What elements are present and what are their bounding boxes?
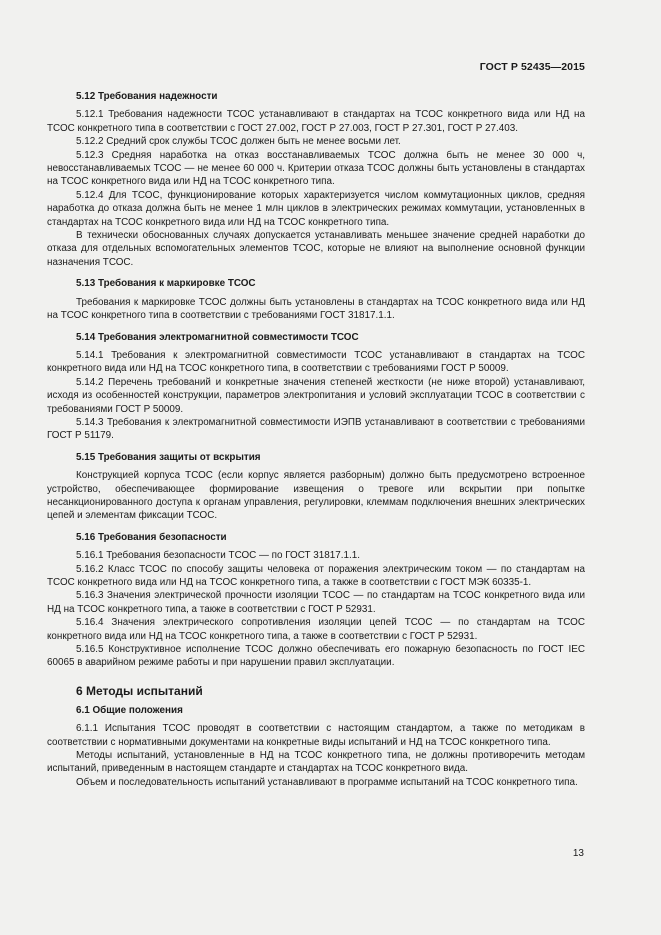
- paragraph-5-16-5: 5.16.5 Конструктивное исполнение ТСОС должно обеспечивать его пожарную безопасность по ГОСТ IEC 60065 в аварийном режиме работы и при нарушении правил эксплуатации.: [47, 644, 585, 669]
- document-id-header: ГОСТ Р 52435—2015: [479, 61, 585, 73]
- paragraph-5-12-3: 5.12.3 Средняя наработка на отказ восстанавливаемых ТСОС должна быть не менее 30 000 ч, невосстанавливаемых ТСОС — не менее 60 000 ч. Критерии отказа ТСОС должны быть установлены в стандартах на ТСОС конкретного вида или НД на ТСОС конкретного типа.: [47, 149, 585, 188]
- section-title-6: 6 Методы испытаний: [76, 683, 203, 698]
- paragraph-5-14-3: 5.14.3 Требования к электромагнитной совместимости ИЭПВ устанавливают в соответствии с требованиями ГОСТ Р 51179.: [47, 416, 585, 442]
- paragraph-5-16-4: 5.16.4 Значения электрического сопротивления изоляции цепей ТСОС — по стандартам на ТСОС конкретного вида или НД на ТСОС конкретного типа, а также в соответствии с ГОСТ Р 52931.: [47, 617, 585, 642]
- paragraph-5-16-1: 5.16.1 Требования безопасности ТСОС — по ГОСТ 31817.1.1.: [76, 550, 360, 562]
- paragraph-5-12-2: 5.12.2 Средний срок службы ТСОС должен быть не менее восьми лет.: [76, 136, 401, 148]
- section-title-5-15: 5.15 Требования защиты от вскрытия: [76, 451, 261, 463]
- paragraph-6-1-scope: Объем и последовательность испытаний устанавливают в программе испытаний на ТСОС конкретного типа.: [76, 776, 578, 788]
- paragraph-5-16-2: 5.16.2 Класс ТСОС по способу защиты человека от поражения электрическим током — по стандартам на ТСОС конкретного вида или НД на ТСОС конкретного типа, а также в соответствии с ГОСТ МЭК 60335-1.: [47, 563, 585, 588]
- section-title-5-14: 5.14 Требования электромагнитной совместимости ТСОС: [76, 331, 359, 343]
- paragraph-5-16-3: 5.16.3 Значения электрической прочности изоляции ТСОС — по стандартам на ТСОС конкретного вида или НД на ТСОС конкретного типа, а также в соответствии с ГОСТ Р 52931.: [47, 590, 585, 615]
- paragraph-5-14-1: 5.14.1 Требования к электромагнитной совместимости ТСОС устанавливают в стандартах на ТСОС конкретного вида или НД на ТСОС конкретного типа, в соответствии с требованиями ГОСТ Р 50009.: [47, 349, 585, 375]
- paragraph-6-1-1: 6.1.1 Испытания ТСОС проводят в соответствии с настоящим стандартом, а также по методикам в соответствии с нормативными документами на конкретные виды испытаний и НД на ТСОС конкретного типа.: [47, 723, 585, 748]
- paragraph-5-14-2: 5.14.2 Перечень требований и конкретные значения степеней жесткости (не ниже второй) устанавливают, исходя из особенностей конструкции, параметров электропитания и условий эксплуатации ТСОС в соответствии с требованиями ГОСТ Р 50009.: [47, 376, 585, 415]
- paragraph-6-1-methods: Методы испытаний, установленные в НД на ТСОС конкретного типа, не должны противоречить методам испытаний, приведенным в настоящем стандарте и стандартах на ТСОС конкретного вида.: [47, 750, 585, 775]
- page-number: 13: [572, 848, 584, 859]
- paragraph-5-12-note: В технически обоснованных случаях допускается устанавливать меньшее значение средней наработки до отказа для отдельных вспомогательных элементов ТСОС, которые не влияют на выполнение основной функции назначения ТСОС.: [47, 230, 585, 268]
- paragraph-5-12-4: 5.12.4 Для ТСОС, функционирование которых характеризуется числом коммутационных циклов, средняя наработка до отказа должна быть не менее 1 млн циклов в электрических режимах коммутации, установленных в стандартах на ТСОС конкретного вида или НД на ТСОС конкретного типа.: [47, 189, 585, 228]
- section-title-5-16: 5.16 Требования безопасности: [76, 531, 227, 543]
- section-title-5-12: 5.12 Требования надежности: [76, 91, 218, 102]
- paragraph-5-15: Конструкцией корпуса ТСОС (если корпус является разборным) должно быть предусмотрено встроенное устройство, обеспечивающее формирование извещения о тревоге или вскрытии при попытке несанкционированного доступа к органам управления, регулировки, клеммам подключения внешних электрических цепей и элементам фиксации ТСОС.: [47, 470, 585, 522]
- document-body: [47, 90, 585, 789]
- paragraph-5-12-1: 5.12.1 Требования надежности ТСОС устанавливают в стандартах на ТСОС конкретного вида или НД на ТСОС конкретного типа в соответствии с ГОСТ 27.002, ГОСТ Р 27.003, ГОСТ Р 27.301, ГОСТ Р 27.403.: [47, 109, 585, 134]
- paragraph-5-13: Требования к маркировке ТСОС должны быть установлены в стандартах на ТСОС конкретного вида или НД на ТСОС конкретного типа в соответствии с требованиями ГОСТ 31817.1.1.: [47, 296, 585, 322]
- section-title-5-13: 5.13 Требования к маркировке ТСОС: [76, 278, 256, 290]
- section-title-6-1: 6.1 Общие положения: [76, 704, 183, 716]
